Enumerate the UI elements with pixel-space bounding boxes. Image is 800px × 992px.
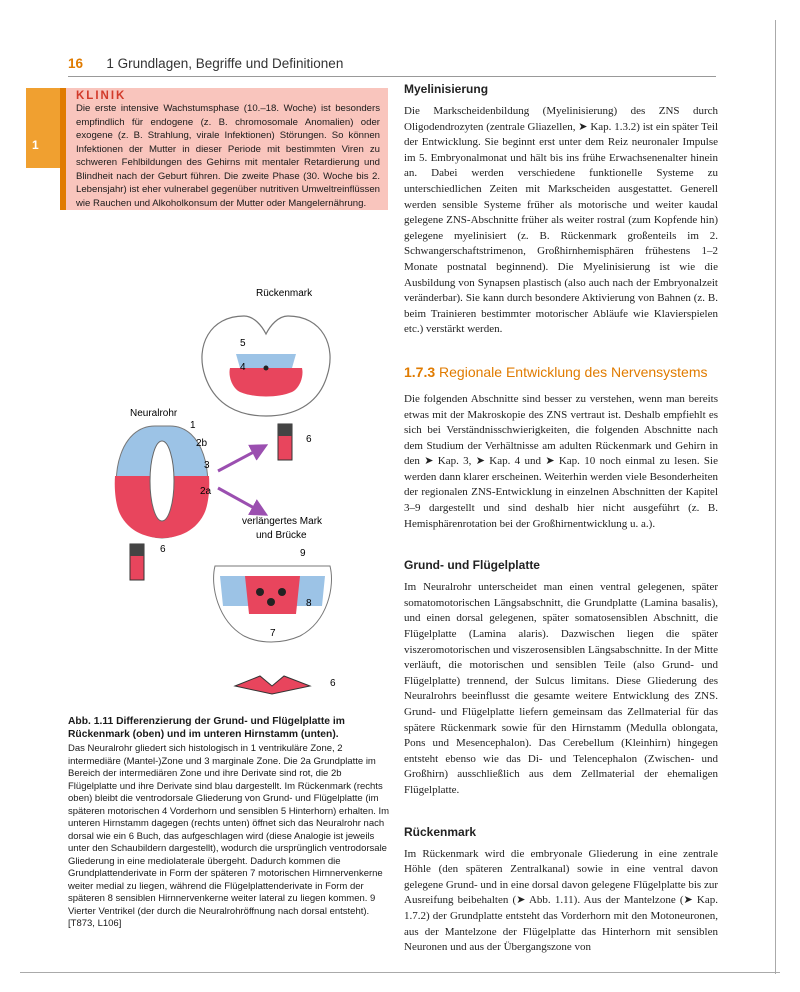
svg-text:verlängertes Mark: verlängertes Mark (242, 516, 323, 527)
svg-text:1: 1 (190, 420, 196, 431)
svg-text:8: 8 (306, 598, 312, 609)
label-5: 5 (240, 338, 246, 349)
caption-title: Abb. 1.11 Differenzierung der Grund- und Flügelplatte im Rückenmark (oben) und im unteren Hirnstamm (unten). (68, 716, 345, 740)
label-rueckenmark: Rückenmark (256, 288, 313, 299)
label-neuralrohr: Neuralrohr (130, 408, 178, 419)
figure-caption (68, 715, 390, 931)
svg-text:6: 6 (306, 434, 312, 445)
section-heading: 1.7.3 Regionale Entwicklung des Nervensystems (404, 363, 708, 380)
svg-text:6: 6 (160, 544, 166, 555)
caption-body: Das Neuralrohr gliedert sich histologisch in 1 ventrikuläre Zone, 2 intermediäre (Mantel-)Zone und 3 marginale Zone. Die 2a Grundplatte im Bereich der intermediären Zone und ihre Derivate sind rot, die 2b Flügelplatte und ihre Derivate sind blau dargestellt. Im Rückenmark (rechts oben) bleibt die ventrodorsale Gliederung von Grund- und Flügelplatte (im späteren motorischen 4 Vorderhorn und sensiblen 5 Hinterhorn) erhalten. Im unteren Hirnstamm dagegen (rechts unten) öffnet sich das Neuralrohr nach dorsal wie ein 6 Buch, das aufgeschlagen wird (diese Analogie ist jeweils unter den Schaubildern dargestellt), wodurch die ursprünglich ventrodorsale Gliederung in eine mediolaterale übergeht. Dadurch kommen die Grundplattenderivate in Form der späteren 7 motorischen Hirnnervenkerne weiter medial zu liegen, während die Flügelplattenderivate in Form der späteren 8 sensiblen Hirnnervenkerne weiter lateral zu liegen kommen. 9 Vierter Ventrikel (der durch die Neuralrohröffnung nach dorsal entsteht). [T873, L106] (68, 743, 390, 929)
heading-myelinisierung: Myelinisierung (404, 82, 489, 96)
page-header (68, 56, 343, 72)
klinik-heading: KLINIK (76, 90, 127, 102)
chapter-title: 1 Grundlagen, Begriffe und Definitionen (106, 56, 344, 71)
svg-text:2a: 2a (200, 486, 212, 497)
svg-text:7: 7 (270, 628, 276, 639)
figure-neural-tube (60, 276, 390, 706)
right-column (404, 82, 718, 956)
svg-text:9: 9 (300, 548, 306, 559)
para-regional: Die folgenden Abschnitte sind besser zu verstehen, wenn man bereits etwas mit der Makroskopie des ZNS vertraut ist. Deshalb empfiehlt es sich bei Verständnisschwierigkeiten, die folgenden Abschnitte nach dem Studium der Verhältnisse am adulten Rückenmark und Gehirn in den ➤ Kap. 3, ➤ Kap. 4 und ➤ Kap. 10 noch einmal zu lesen. Sie werden dann klarer erscheinen. Weiterhin werden viele Besonderheiten der regionalen ZNS-Entwicklung in einzelnen Abschnitten der Kapitel 3–9 dargestellt und sind deshalb hier nicht ausgeführt (z. B. Hemisphärenrotation bei der Großhirnentwicklung u. a.). (404, 392, 718, 530)
chapter-tab: 1 (26, 88, 66, 168)
para-myelinisierung: Die Markscheidenbildung (Myelinisierung) des ZNS durch Oligodendrozyten (zentrale Gliazellen, ➤ Kap. 1.3.2) ist ein später Teil der Entwicklung. Sie beginnt erst unter dem Reiz neuronaler Impulse im 5. Embryonalmonat und hält bis ins frühe Erwachsenenalter hinein an. Dabei werden verschiedene funktionelle Systeme zu unterschiedlichen Zeiten mit Markscheiden ausgestattet. Generell werden sensible Systeme früher als motorische und weiter kaudal gelegene ZNS-Abschnitte früher als weiter rostral (zum Kopfende hin) gelegene myelinisiert (z. B. Rückenmark großenteils im 2. Schwangerschaftstrimenon, Großhirnhemisphären frühestens 1–2 Monate postnatal beginnend). Die Myelinisierung ist wie die Ausbildung von Synapsen plastisch (also auch nach der Embryonalzeit veränderbar). Sie kann durch besondere Aktivierung von Bahnen (z. B. beim Trainieren bestimmter motorischer Abläufe wie Klavierspielen etc.) verstärkt werden. (404, 105, 718, 336)
klinik-box (60, 88, 388, 210)
para-grundplatte: Im Neuralrohr unterscheidet man einen ventral gelegenen, später somatomotorischen Längsabschnitt, die Grundplatte (Lamina basalis), und einen dorsal gelegenen, später somatosensiblen Abschnitt, die Flügelplatte (Lamina alaris). Dazwischen liegen die später viszeromotorischen und viszerosensiblen Längsabschnitte. In der Mitte verläuft, die motorischen und sensiblen Teile (also Grund- und Flügelplatte) trennend, der Sulcus limitans. Diese Gliederung des Neuralrohrs beeinflusst die gesamte weitere Entwicklung des ZNS. Grund- und Flügelplatte liefern gemeinsam das Zellmaterial für das spätere Rückenmark sowie für den Hirnstamm (Medulla oblongata, Pons und Mesencephalon). Das Cerebellum (Kleinhirn) hingegen entsteht ebenso wie das Di- und Telencephalon (Zwischen- und Großhirn) ausschließlich aus dem Zellmaterial der ehemaligen Flügelplatte. (404, 581, 718, 796)
svg-text:3: 3 (204, 460, 210, 471)
svg-text:und Brücke: und Brücke (256, 530, 307, 541)
label-4: 4 (240, 362, 246, 373)
heading-rueckenmark: Rückenmark (404, 824, 477, 839)
klinik-text: Die erste intensive Wachstumsphase (10.–18. Woche) ist besonders empfindlich für endogene (z. B. chromosomale Anomalien) oder exogene (z. B. Strahlung, virale Infektionen) Störungen. So können Infektionen der Mutter in dieser Periode mit bestimmten Viren zu schweren Fehlbildungen des Gehirns mit mentaler Retardierung und Blindheit nach der Geburt führen. Die zweite Phase (30. Woche bis 2. Lebensjahr) ist eher vulnerabel gegenüber nutritiven Umweltreinflüssen wie Rauchen und Alkoholkonsum der Mutter oder Mangelernährung. (76, 103, 380, 209)
svg-text:6: 6 (330, 678, 336, 689)
svg-text:2b: 2b (196, 438, 208, 449)
heading-grundplatte: Grund- und Flügelplatte (404, 558, 540, 573)
page-number: 16 (68, 56, 84, 71)
para-rueckenmark: Im Rückenmark wird die embryonale Gliederung in eine zentrale Höhle (den späteren Zentralkanal) sowie in eine ventral davon gelegene Grund- und in eine dorsal davon gelegene Flügelplatte bis zur Ausreifung beibehalten (➤ Abb. 1.11). Aus der Mantelzone (➤ Kap. 1.7.2) der Grundplatte entsteht das Vorderhorn mit den Motoneuronen, aus der Mantelzone der Flügelplatte das Hinterhorn mit sensiblen Neuronen und aus der Übergangszone von (404, 847, 719, 954)
